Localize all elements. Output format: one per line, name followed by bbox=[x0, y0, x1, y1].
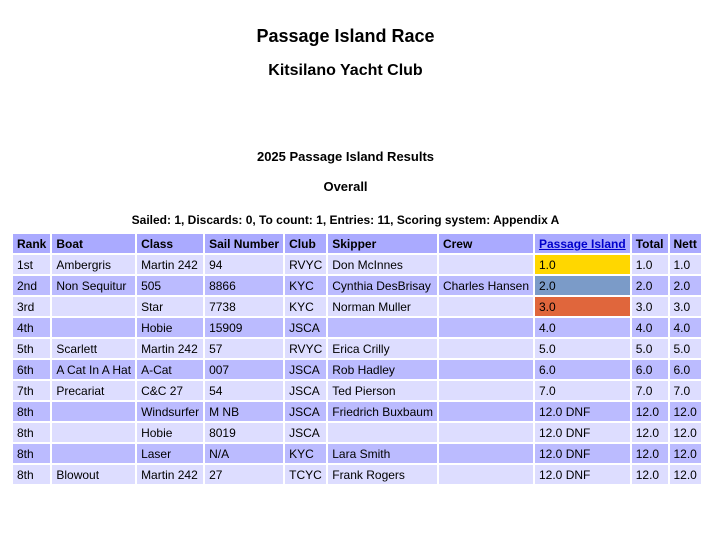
cell-rank: 3rd bbox=[13, 297, 50, 316]
cell-club: RVYC bbox=[285, 339, 326, 358]
cell-race: 12.0 DNF bbox=[535, 402, 630, 421]
cell-crew bbox=[439, 465, 533, 484]
results-body bbox=[13, 255, 701, 484]
cell-total: 7.0 bbox=[632, 381, 668, 400]
cell-skipper: Erica Crilly bbox=[328, 339, 437, 358]
cell-race: 12.0 DNF bbox=[535, 423, 630, 442]
cell-boat bbox=[52, 318, 135, 337]
group-title: Overall bbox=[323, 179, 368, 194]
cell-sail: 27 bbox=[205, 465, 283, 484]
cell-club: JSCA bbox=[285, 402, 326, 421]
cell-rank: 5th bbox=[13, 339, 50, 358]
cell-race: 12.0 DNF bbox=[535, 444, 630, 463]
table-row bbox=[13, 360, 701, 379]
cell-rank: 1st bbox=[13, 255, 50, 274]
col-sail-number: Sail Number bbox=[205, 234, 283, 253]
table-row bbox=[13, 423, 701, 442]
cell-boat bbox=[52, 297, 135, 316]
header-row bbox=[13, 234, 701, 253]
cell-club: JSCA bbox=[285, 423, 326, 442]
col-race[interactable] bbox=[535, 234, 630, 253]
cell-rank: 8th bbox=[13, 402, 50, 421]
cell-nett: 7.0 bbox=[670, 381, 701, 400]
cell-boat bbox=[52, 423, 135, 442]
cell-race: 7.0 bbox=[535, 381, 630, 400]
cell-crew bbox=[439, 318, 533, 337]
cell-skipper: Don McInnes bbox=[328, 255, 437, 274]
cell-crew bbox=[439, 423, 533, 442]
cell-rank: 2nd bbox=[13, 276, 50, 295]
cell-nett: 12.0 bbox=[670, 465, 701, 484]
col-skipper: Skipper bbox=[328, 234, 437, 253]
cell-sail: 8866 bbox=[205, 276, 283, 295]
cell-boat bbox=[52, 444, 135, 463]
cell-race: 1.0 bbox=[535, 255, 630, 274]
cell-rank: 8th bbox=[13, 465, 50, 484]
cell-skipper: Friedrich Buxbaum bbox=[328, 402, 437, 421]
cell-sail: 94 bbox=[205, 255, 283, 274]
cell-nett: 3.0 bbox=[670, 297, 701, 316]
cell-sail: 007 bbox=[205, 360, 283, 379]
col-total: Total bbox=[632, 234, 668, 253]
cell-class: Martin 242 bbox=[137, 339, 203, 358]
table-row bbox=[13, 444, 701, 463]
cell-total: 12.0 bbox=[632, 444, 668, 463]
cell-class: C&C 27 bbox=[137, 381, 203, 400]
cell-nett: 12.0 bbox=[670, 402, 701, 421]
cell-class: Hobie bbox=[137, 423, 203, 442]
cell-class: Martin 242 bbox=[137, 255, 203, 274]
cell-rank: 7th bbox=[13, 381, 50, 400]
cell-sail: 57 bbox=[205, 339, 283, 358]
cell-total: 5.0 bbox=[632, 339, 668, 358]
cell-crew bbox=[439, 339, 533, 358]
cell-nett: 4.0 bbox=[670, 318, 701, 337]
cell-class: 505 bbox=[137, 276, 203, 295]
col-nett: Nett bbox=[670, 234, 701, 253]
cell-sail: 54 bbox=[205, 381, 283, 400]
cell-rank: 4th bbox=[13, 318, 50, 337]
cell-total: 12.0 bbox=[632, 402, 668, 421]
table-row bbox=[13, 381, 701, 400]
cell-skipper: Cynthia DesBrisay bbox=[328, 276, 437, 295]
cell-sail: M NB bbox=[205, 402, 283, 421]
cell-sail: 8019 bbox=[205, 423, 283, 442]
results-table bbox=[11, 232, 703, 486]
cell-sail: 15909 bbox=[205, 318, 283, 337]
cell-total: 2.0 bbox=[632, 276, 668, 295]
results-title: 2025 Passage Island Results bbox=[256, 149, 435, 164]
col-rank: Rank bbox=[13, 234, 50, 253]
cell-nett: 6.0 bbox=[670, 360, 701, 379]
cell-class: Hobie bbox=[137, 318, 203, 337]
cell-race: 2.0 bbox=[535, 276, 630, 295]
cell-boat: Scarlett bbox=[52, 339, 135, 358]
cell-nett: 1.0 bbox=[670, 255, 701, 274]
cell-total: 12.0 bbox=[632, 423, 668, 442]
cell-crew bbox=[439, 381, 533, 400]
table-row bbox=[13, 339, 701, 358]
table-row bbox=[13, 297, 701, 316]
cell-crew bbox=[439, 255, 533, 274]
cell-crew bbox=[439, 360, 533, 379]
col-class: Class bbox=[137, 234, 203, 253]
cell-club: RVYC bbox=[285, 255, 326, 274]
cell-skipper: Frank Rogers bbox=[328, 465, 437, 484]
table-row bbox=[13, 276, 701, 295]
cell-nett: 2.0 bbox=[670, 276, 701, 295]
cell-rank: 8th bbox=[13, 444, 50, 463]
cell-total: 12.0 bbox=[632, 465, 668, 484]
cell-rank: 8th bbox=[13, 423, 50, 442]
page-title: Passage Island Race bbox=[256, 26, 435, 46]
cell-class: Windsurfer bbox=[137, 402, 203, 421]
cell-race: 4.0 bbox=[535, 318, 630, 337]
table-row bbox=[13, 255, 701, 274]
cell-race: 5.0 bbox=[535, 339, 630, 358]
race-link[interactable]: Passage Island bbox=[539, 236, 626, 251]
col-club: Club bbox=[285, 234, 326, 253]
cell-club: KYC bbox=[285, 276, 326, 295]
cell-nett: 12.0 bbox=[670, 423, 701, 442]
cell-total: 4.0 bbox=[632, 318, 668, 337]
cell-crew: Charles Hansen bbox=[439, 276, 533, 295]
table-row bbox=[13, 318, 701, 337]
cell-class: A-Cat bbox=[137, 360, 203, 379]
table-row bbox=[13, 402, 701, 421]
cell-club: KYC bbox=[285, 444, 326, 463]
cell-skipper bbox=[328, 423, 437, 442]
cell-skipper: Ted Pierson bbox=[328, 381, 437, 400]
cell-sail: N/A bbox=[205, 444, 283, 463]
col-boat: Boat bbox=[52, 234, 135, 253]
cell-club: JSCA bbox=[285, 381, 326, 400]
cell-skipper: Lara Smith bbox=[328, 444, 437, 463]
cell-sail: 7738 bbox=[205, 297, 283, 316]
cell-club: KYC bbox=[285, 297, 326, 316]
cell-boat bbox=[52, 402, 135, 421]
cell-class: Laser bbox=[137, 444, 203, 463]
cell-crew bbox=[439, 444, 533, 463]
cell-rank: 6th bbox=[13, 360, 50, 379]
cell-boat: Non Sequitur bbox=[52, 276, 135, 295]
cell-crew bbox=[439, 297, 533, 316]
cell-class: Martin 242 bbox=[137, 465, 203, 484]
cell-club: TCYC bbox=[285, 465, 326, 484]
cell-skipper: Norman Muller bbox=[328, 297, 437, 316]
table-row bbox=[13, 465, 701, 484]
cell-boat: A Cat In A Hat bbox=[52, 360, 135, 379]
cell-skipper: Rob Hadley bbox=[328, 360, 437, 379]
cell-crew bbox=[439, 402, 533, 421]
col-crew: Crew bbox=[439, 234, 533, 253]
cell-race: 12.0 DNF bbox=[535, 465, 630, 484]
cell-boat: Precariat bbox=[52, 381, 135, 400]
cell-total: 6.0 bbox=[632, 360, 668, 379]
club-name: Kitsilano Yacht Club bbox=[268, 62, 423, 79]
series-summary: Sailed: 1, Discards: 0, To count: 1, Entries: 11, Scoring system: Appendix A bbox=[131, 213, 560, 227]
cell-boat: Blowout bbox=[52, 465, 135, 484]
cell-class: Star bbox=[137, 297, 203, 316]
cell-total: 3.0 bbox=[632, 297, 668, 316]
cell-nett: 5.0 bbox=[670, 339, 701, 358]
cell-nett: 12.0 bbox=[670, 444, 701, 463]
cell-boat: Ambergris bbox=[52, 255, 135, 274]
cell-race: 6.0 bbox=[535, 360, 630, 379]
cell-race: 3.0 bbox=[535, 297, 630, 316]
cell-club: JSCA bbox=[285, 318, 326, 337]
cell-skipper bbox=[328, 318, 437, 337]
cell-total: 1.0 bbox=[632, 255, 668, 274]
cell-club: JSCA bbox=[285, 360, 326, 379]
